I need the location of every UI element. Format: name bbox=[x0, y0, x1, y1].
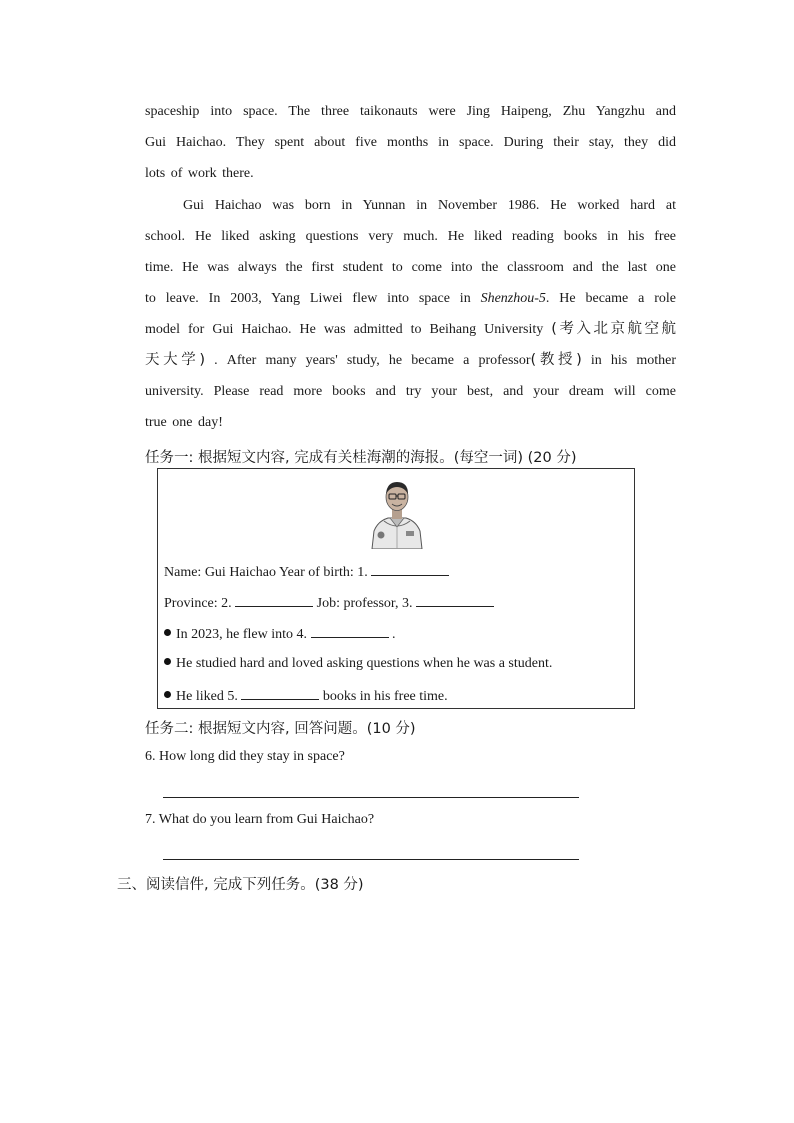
question-7: 7. What do you learn from Gui Haichao? bbox=[145, 812, 375, 827]
chinese-gloss: 天大学) bbox=[145, 352, 206, 368]
blank-1[interactable] bbox=[371, 563, 449, 576]
passage-line bbox=[145, 345, 676, 376]
answer-line-6[interactable] bbox=[163, 797, 579, 798]
bullet-icon bbox=[164, 629, 171, 636]
bullet-icon bbox=[164, 658, 171, 665]
passage-line bbox=[145, 283, 676, 314]
task2-title: 任务二: 根据短文内容, 回答问题。(10 分) bbox=[145, 721, 416, 737]
bullet-icon bbox=[164, 691, 171, 698]
passage-line: lots of work there. bbox=[145, 166, 254, 181]
poster-box bbox=[157, 468, 635, 709]
poster-name-row bbox=[164, 563, 449, 581]
name-birth-label: Name: Gui Haichao Year of birth: 1. bbox=[164, 565, 368, 580]
studied-text: He studied hard and loved asking questions when he was a student. bbox=[176, 656, 553, 671]
poster-bullet-row bbox=[164, 625, 396, 643]
liked-label: He liked 5. bbox=[176, 689, 238, 704]
passage-line bbox=[145, 314, 676, 345]
passage-line: true one day! bbox=[145, 415, 223, 430]
passage-line: spaceship into space. The three taikonauts were Jing Haipeng, Zhu Yangzhu and bbox=[145, 104, 676, 119]
passage-line: university. Please read more books and try your best, and your dream will come bbox=[145, 384, 676, 399]
flew-label: In 2023, he flew into 4. bbox=[176, 627, 308, 642]
blank-2[interactable] bbox=[235, 594, 313, 607]
spaceship-name: Shenzhou-5 bbox=[480, 291, 546, 306]
chinese-gloss: (考入北京航空航 bbox=[551, 321, 676, 337]
task1-title: 任务一: 根据短文内容, 完成有关桂海潮的海报。(每空一词) (20 分) bbox=[145, 450, 577, 466]
passage-paragraph-1 bbox=[145, 96, 676, 189]
passage-line: Gui Haichao was born in Yunnan in November 1986. He worked hard at bbox=[183, 198, 676, 213]
passage-text: model for Gui Haichao. He was admitted to Beihang University bbox=[145, 322, 544, 337]
passage-text: . He became a role bbox=[545, 291, 676, 306]
passage-line: Gui Haichao. They spent about five months in space. During their stay, they did bbox=[145, 135, 676, 150]
liked-suffix: books in his free time. bbox=[322, 689, 448, 704]
poster-bullet-row bbox=[164, 656, 552, 672]
blank-5[interactable] bbox=[241, 687, 319, 700]
section-3-title: 三、阅读信件, 完成下列任务。(38 分) bbox=[117, 877, 364, 893]
passage-paragraph-2 bbox=[145, 190, 676, 438]
passage-line: school. He liked asking questions very much. He liked reading books in his free bbox=[145, 229, 676, 244]
answer-line-7[interactable] bbox=[163, 859, 579, 860]
passage-text: . After many years' study, he became a professor bbox=[214, 353, 531, 368]
passage-line: time. He was always the first student to come into the classroom and the last one bbox=[145, 260, 676, 275]
astronaut-portrait-icon bbox=[366, 475, 428, 549]
question-6: 6. How long did they stay in space? bbox=[145, 749, 345, 764]
job-label: Job: professor, 3. bbox=[316, 596, 413, 611]
chinese-gloss: (教授) bbox=[530, 352, 582, 368]
period: . bbox=[392, 627, 396, 642]
poster-bullet-row bbox=[164, 687, 448, 705]
passage-text: in his mother bbox=[590, 353, 676, 368]
blank-3[interactable] bbox=[416, 594, 494, 607]
poster-province-row bbox=[164, 594, 494, 612]
province-label: Province: 2. bbox=[164, 596, 232, 611]
blank-4[interactable] bbox=[311, 625, 389, 638]
passage-text: to leave. In 2003, Yang Liwei flew into space in bbox=[145, 291, 471, 306]
